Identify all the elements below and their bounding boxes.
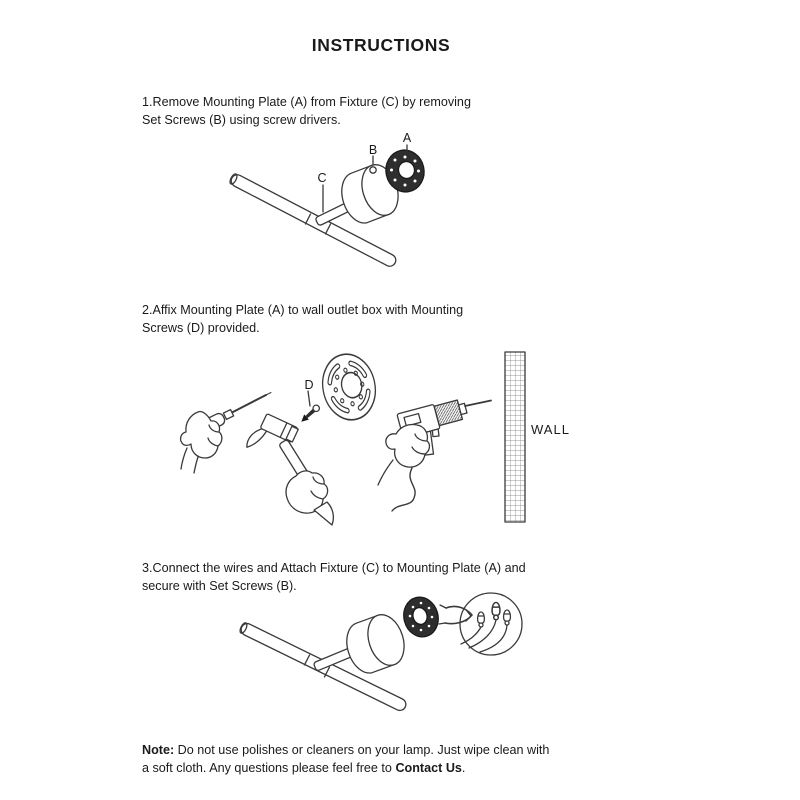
step-2-diagram [165,345,575,540]
note-text: a soft cloth. Any questions please feel free to [142,761,396,775]
fixture-canopy [347,610,410,673]
label-a: A [402,131,412,145]
step-line: 2.Affix Mounting Plate (A) to wall outlet box with Mounting [142,303,464,317]
step-1-text [142,93,471,129]
note-period: . [461,761,466,775]
contact-us-link[interactable]: Contact Us [395,761,462,775]
step-line: Screws (D) provided. [142,321,260,335]
page-title: INSTRUCTIONS [311,35,451,55]
step-3-diagram [228,592,528,727]
set-screw-hole [370,167,376,173]
label-c: C [317,171,327,185]
note-label: Note: [142,743,175,757]
step-line: 1.Remove Mounting Plate (A) from Fixture (C) by removing [142,95,471,109]
step-2-text [142,301,463,337]
hand-holding-drill [378,424,429,485]
care-note [142,741,612,777]
mounting-plate-front [317,349,382,424]
step-1-diagram [228,126,468,276]
step-3-text [142,559,526,595]
step-line: 3.Connect the wires and Attach Fixture (C) to Mounting Plate (A) and [142,561,526,575]
step-line: Set Screws (B) using screw drivers. [142,113,341,127]
label-b: B [368,143,378,157]
step-line: secure with Set Screws (B). [142,579,297,593]
label-leader-d [308,391,310,406]
screwdriver-shaft [231,395,266,413]
drill-cord [392,468,415,511]
hand-with-hammer [245,411,333,525]
mounting-screw [299,404,321,425]
note-text: Do not use polishes or cleaners on your lamp. Just wipe clean with [174,743,550,757]
drill-bit [465,401,491,407]
wall-label: WALL [531,422,570,437]
label-d: D [304,378,314,392]
wall-section [505,352,525,522]
mounting-plate [399,593,442,640]
wiring-detail-bubble [460,593,522,655]
